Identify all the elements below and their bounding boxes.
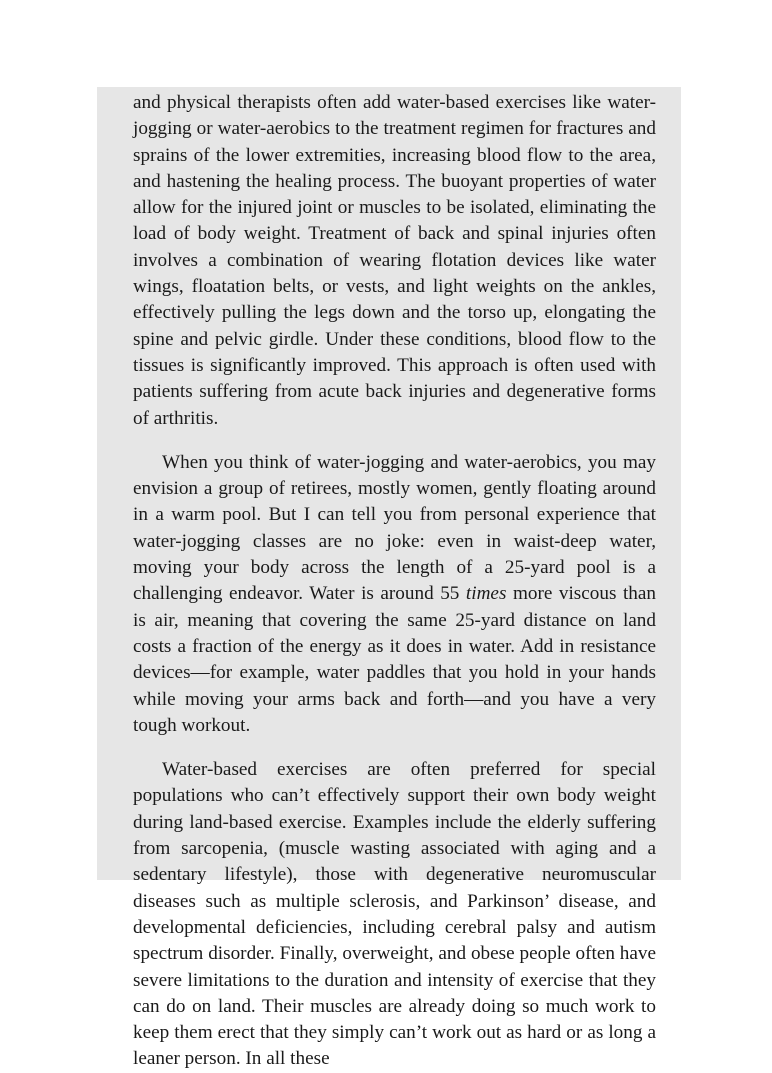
paragraph-2-emphasis: times	[465, 583, 507, 605]
paragraph-3	[133, 757, 656, 1073]
paragraph-3-text: Water-based exercises are often preferred for special populations who can’t effectively support their own body weight during land-based exercise. Examples include the elderly suffering from sarcopenia, (muscle wasting associated with aging and a sedentary lifestyle), those with degenerative neuromuscular diseases such as multiple sclerosis, and Parkinson’ disease, and developmental deficiencies, including cerebral palsy and autism spectrum disorder. Finally, overweight, and obese people often have severe limitations to the duration and intensity of exercise that they can do on land. Their muscles are already doing so much work to keep them erect that they simply can’t work out as hard or as long a leaner person. In all these	[133, 759, 656, 1070]
paragraph-2-text-start: When you think of water-jogging and water-aerobics, you may envision a group of retirees, mostly women, gently floating around in a warm pool. But I can tell you from personal experience that water-jogging classes are no joke: even in waist-deep water, moving your body across the length of a 25-yard pool is a challenging endeavor. Water is around 55	[133, 451, 656, 605]
paragraph-2	[133, 450, 656, 739]
paragraph-1	[133, 90, 656, 432]
text-block	[97, 87, 681, 1070]
paragraph-2-text-end: more viscous than is air, meaning that covering the same 25-yard distance on land costs a fraction of the energy as it does in water. Add in resistance devices—for example, water paddles that you hold in your hands while moving your arms back and forth—and you have a very tough workout.	[133, 583, 656, 736]
paragraph-1-text: and physical therapists often add water-based exercises like water-jogging or water-aerobics to the treatment regimen for fractures and sprains of the lower extremities, increasing blood flow to the area, and hastening the healing process. The buoyant properties of water allow for the injured joint or muscles to be isolated, eliminating the load of body weight. Treatment of back and spinal injuries often involves a combination of wearing flotation devices like water wings, floatation belts, or vests, and light weights on the ankles, effectively pulling the legs down and the torso up, elongating the spine and pelvic girdle. Under these conditions, blood flow to the tissues is significantly improved. This approach is often used with patients suffering from acute back injuries and degenerative forms of arthritis.	[133, 92, 656, 429]
